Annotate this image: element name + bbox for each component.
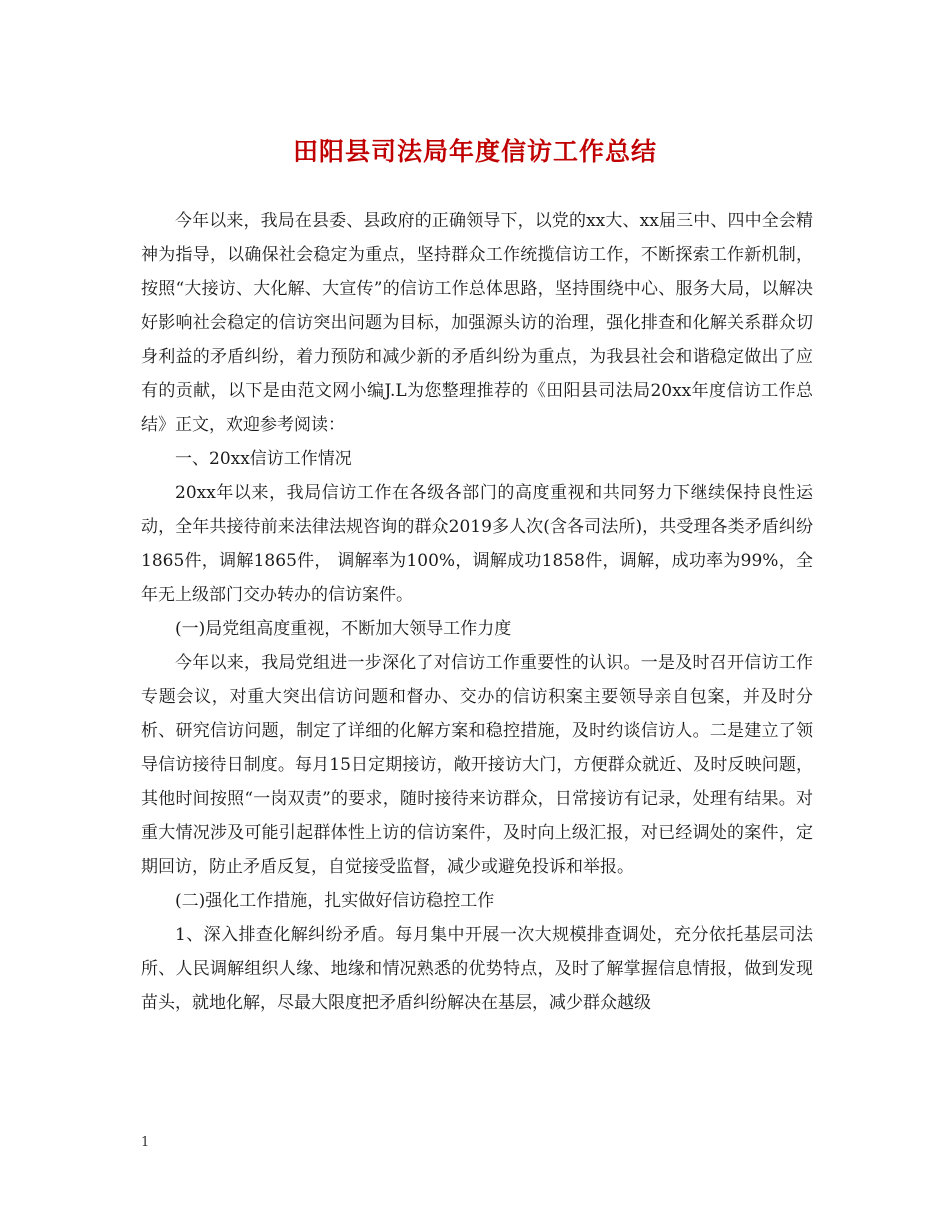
paragraph-leadership: 今年以来，我局党组进一步深化了对信访工作重要性的认识。一是及时召开信访工作专题会议，对重大突出信访问题和督办、交办的信访积案主要领导亲自包案，并及时分析、研究信访问题，制定了详细的化解方案和稳控措施，及时约谈信访人。二是建立了领导信访接待日制度。每月15日定期接访，敞开接访大门，方便群众就近、及时反映问题，其他时间按照“一岗双责”的要求，随时接待来访群众，日常接访有记录，处理有结果。对重大情况涉及可能引起群体性上访的信访案件，及时向上级汇报，对已经调处的案件，定期回访，防止矛盾反复，自觉接受监督，减少或避免投诉和举报。 xyxy=(141,653,813,877)
document-body xyxy=(141,204,813,1020)
subsection-heading-1: (一)局党组高度重视，不断加大领导工作力度 xyxy=(175,619,512,639)
paragraph-measures: 1、深入排查化解纠纷矛盾。每月集中开展一次大规模排查调处，充分依托基层司法所、人民调解组织人缘、地缘和情况熟悉的优势特点，及时了解掌握信息情报，做到发现苗头，就地化解，尽最大限度把矛盾纠纷解决在基层，减少群众越级 xyxy=(141,925,813,1013)
paragraph-overview: 20xx年以来，我局信访工作在各级各部门的高度重视和共同努力下继续保持良性运动，全年共接待前来法律法规咨询的群众2019多人次(含各司法所)，共受理各类矛盾纠纷1865件，调解1865件， 调解率为100%，调解成功1858件，调解，成功率为99%，全年无上级部门交办转办的信访案件。 xyxy=(141,483,813,605)
paragraph-intro: 今年以来，我局在县委、县政府的正确领导下，以党的xx大、xx届三中、四中全会精神为指导，以确保社会稳定为重点，坚持群众工作统揽信访工作，不断探索工作新机制，按照“大接访、大化解、大宣传”的信访工作总体思路，坚持围绕中心、服务大局，以解决好影响社会稳定的信访突出问题为目标，加强源头访的治理，强化排查和化解关系群众切身利益的矛盾纠纷，着力预防和减少新的矛盾纠纷为重点，为我县社会和谐稳定做出了应有的贡献，以下是由范文网小编J.L为您整理推荐的《田阳县司法局20xx年度信访工作总结》正文，欢迎参考阅读： xyxy=(141,211,813,435)
subsection-heading-2: (二)强化工作措施，扎实做好信访稳控工作 xyxy=(175,891,495,911)
page-number: 1 xyxy=(141,1135,150,1150)
section-heading-1: 一、20xx信访工作情况 xyxy=(175,449,352,469)
document-title: 田阳县司法局年度信访工作总结 xyxy=(292,137,657,166)
